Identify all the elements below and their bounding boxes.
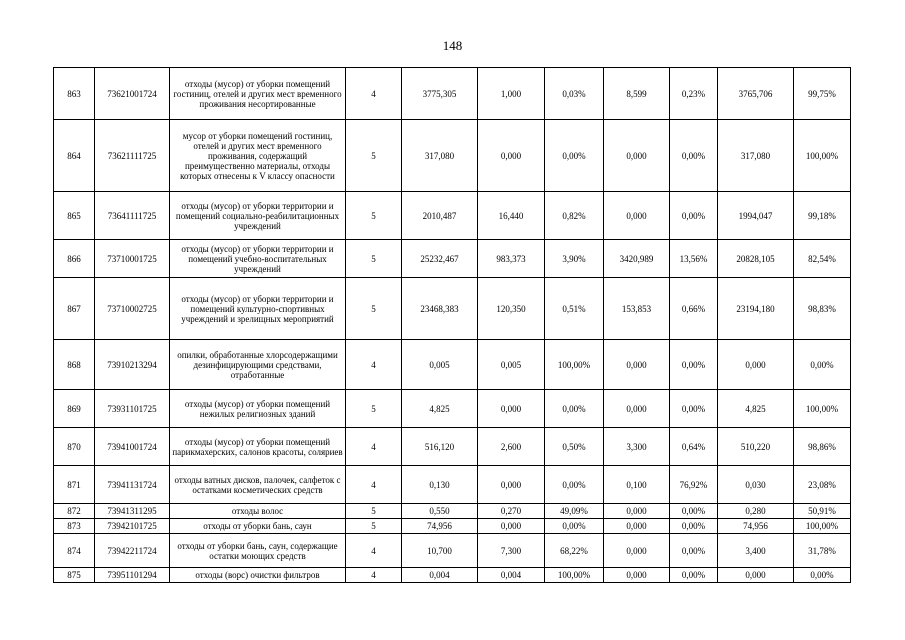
- row-number: 875: [54, 568, 95, 583]
- table-row: [54, 278, 851, 340]
- row-total: 4,825: [402, 390, 478, 428]
- row-number: 868: [54, 340, 95, 390]
- row-used-percent: 68,22%: [545, 534, 604, 568]
- row-neutralized: 0,000: [604, 534, 670, 568]
- row-neutralized: 0,000: [604, 519, 670, 534]
- row-number: 871: [54, 466, 95, 504]
- row-used: 0,005: [478, 340, 545, 390]
- row-remaining: 20828,105: [718, 240, 794, 278]
- row-remaining-percent: 50,91%: [794, 504, 851, 519]
- row-number: 874: [54, 534, 95, 568]
- row-waste-name: отходы (ворс) очистки фильтров: [170, 568, 346, 583]
- row-code: 73941001724: [95, 428, 170, 466]
- row-hazard-class: 4: [346, 428, 402, 466]
- row-total: 2010,487: [402, 192, 478, 240]
- row-remaining: 0,000: [718, 568, 794, 583]
- row-neutralized-percent: 0,00%: [670, 519, 718, 534]
- row-used: 120,350: [478, 278, 545, 340]
- row-code: 73951101294: [95, 568, 170, 583]
- row-used: 1,000: [478, 68, 545, 120]
- row-remaining-percent: 100,00%: [794, 519, 851, 534]
- row-neutralized: 0,100: [604, 466, 670, 504]
- row-total: 25232,467: [402, 240, 478, 278]
- row-neutralized: 0,000: [604, 504, 670, 519]
- row-used-percent: 0,00%: [545, 519, 604, 534]
- row-total: 0,130: [402, 466, 478, 504]
- row-remaining: 23194,180: [718, 278, 794, 340]
- row-neutralized-percent: 0,00%: [670, 568, 718, 583]
- row-remaining-percent: 100,00%: [794, 390, 851, 428]
- row-remaining: 74,956: [718, 519, 794, 534]
- row-neutralized-percent: 0,23%: [670, 68, 718, 120]
- row-remaining: 0,280: [718, 504, 794, 519]
- row-code: 73942211724: [95, 534, 170, 568]
- row-number: 873: [54, 519, 95, 534]
- row-hazard-class: 4: [346, 68, 402, 120]
- row-hazard-class: 5: [346, 278, 402, 340]
- row-number: 872: [54, 504, 95, 519]
- row-neutralized-percent: 0,00%: [670, 120, 718, 192]
- row-total: 23468,383: [402, 278, 478, 340]
- row-number: 863: [54, 68, 95, 120]
- row-used: 2,600: [478, 428, 545, 466]
- row-total: 516,120: [402, 428, 478, 466]
- row-code: 73641111725: [95, 192, 170, 240]
- row-used-percent: 0,82%: [545, 192, 604, 240]
- row-used-percent: 100,00%: [545, 568, 604, 583]
- row-remaining: 3,400: [718, 534, 794, 568]
- row-used: 0,004: [478, 568, 545, 583]
- row-remaining-percent: 0,00%: [794, 340, 851, 390]
- row-remaining-percent: 0,00%: [794, 568, 851, 583]
- table-row: [54, 192, 851, 240]
- table-row: [54, 240, 851, 278]
- row-used: 0,000: [478, 120, 545, 192]
- row-hazard-class: 5: [346, 390, 402, 428]
- row-hazard-class: 4: [346, 534, 402, 568]
- row-neutralized: 3,300: [604, 428, 670, 466]
- row-used-percent: 0,03%: [545, 68, 604, 120]
- row-used-percent: 0,00%: [545, 466, 604, 504]
- row-neutralized-percent: 0,64%: [670, 428, 718, 466]
- row-code: 73942101725: [95, 519, 170, 534]
- row-waste-name: отходы ватных дисков, палочек, салфеток с остатками косметических средств: [170, 466, 346, 504]
- row-remaining-percent: 100,00%: [794, 120, 851, 192]
- row-used-percent: 0,51%: [545, 278, 604, 340]
- row-waste-name: отходы (мусор) от уборки территории и помещений учебно-воспитательных учреждений: [170, 240, 346, 278]
- row-used: 16,440: [478, 192, 545, 240]
- row-waste-name: опилки, обработанные хлорсодержащими дезинфицирующими средствами, отработанные: [170, 340, 346, 390]
- table-row: [54, 534, 851, 568]
- row-number: 865: [54, 192, 95, 240]
- row-number: 869: [54, 390, 95, 428]
- row-code: 73910213294: [95, 340, 170, 390]
- row-remaining: 4,825: [718, 390, 794, 428]
- table-row: [54, 466, 851, 504]
- row-hazard-class: 4: [346, 568, 402, 583]
- row-neutralized: 0,000: [604, 192, 670, 240]
- row-remaining: 3765,706: [718, 68, 794, 120]
- row-neutralized: 0,000: [604, 390, 670, 428]
- row-used: 983,373: [478, 240, 545, 278]
- row-code: 73710002725: [95, 278, 170, 340]
- row-hazard-class: 4: [346, 466, 402, 504]
- row-remaining-percent: 23,08%: [794, 466, 851, 504]
- row-neutralized-percent: 76,92%: [670, 466, 718, 504]
- table-row: [54, 390, 851, 428]
- row-remaining-percent: 31,78%: [794, 534, 851, 568]
- row-hazard-class: 5: [346, 240, 402, 278]
- row-remaining-percent: 98,83%: [794, 278, 851, 340]
- row-neutralized-percent: 0,66%: [670, 278, 718, 340]
- table-row: [54, 568, 851, 583]
- row-remaining-percent: 99,75%: [794, 68, 851, 120]
- row-code: 73621111725: [95, 120, 170, 192]
- row-used-percent: 0,00%: [545, 390, 604, 428]
- row-hazard-class: 5: [346, 120, 402, 192]
- row-remaining: 510,220: [718, 428, 794, 466]
- row-neutralized-percent: 0,00%: [670, 340, 718, 390]
- row-neutralized: 8,599: [604, 68, 670, 120]
- row-used-percent: 0,50%: [545, 428, 604, 466]
- table-row: [54, 340, 851, 390]
- page-number: 148: [442, 38, 463, 53]
- row-remaining-percent: 99,18%: [794, 192, 851, 240]
- row-total: 10,700: [402, 534, 478, 568]
- table-body: [54, 68, 851, 583]
- row-number: 870: [54, 428, 95, 466]
- row-remaining-percent: 98,86%: [794, 428, 851, 466]
- row-waste-name: отходы (мусор) от уборки территории и помещений культурно-спортивных учреждений и зрелищных мероприятий: [170, 278, 346, 340]
- row-neutralized: 0,000: [604, 568, 670, 583]
- row-waste-name: отходы от уборки бань, саун, содержащие остатки моющих средств: [170, 534, 346, 568]
- row-neutralized: 0,000: [604, 340, 670, 390]
- row-used-percent: 49,09%: [545, 504, 604, 519]
- table-row: [54, 428, 851, 466]
- row-used-percent: 100,00%: [545, 340, 604, 390]
- row-remaining: 0,030: [718, 466, 794, 504]
- row-used: 0,000: [478, 390, 545, 428]
- table-row: [54, 68, 851, 120]
- table-row: [54, 519, 851, 534]
- row-neutralized-percent: 0,00%: [670, 534, 718, 568]
- row-hazard-class: 5: [346, 519, 402, 534]
- row-total: 3775,305: [402, 68, 478, 120]
- row-waste-name: отходы (мусор) от уборки помещений парикмахерских, салонов красоты, соляриев: [170, 428, 346, 466]
- row-used-percent: 0,00%: [545, 120, 604, 192]
- row-code: 73621001724: [95, 68, 170, 120]
- row-neutralized: 3420,989: [604, 240, 670, 278]
- row-remaining-percent: 82,54%: [794, 240, 851, 278]
- row-total: 74,956: [402, 519, 478, 534]
- row-used-percent: 3,90%: [545, 240, 604, 278]
- row-used: 0,000: [478, 519, 545, 534]
- row-used: 0,000: [478, 466, 545, 504]
- row-neutralized-percent: 0,00%: [670, 390, 718, 428]
- row-total: 0,004: [402, 568, 478, 583]
- row-code: 73710001725: [95, 240, 170, 278]
- row-code: 73931101725: [95, 390, 170, 428]
- row-used: 0,270: [478, 504, 545, 519]
- row-number: 864: [54, 120, 95, 192]
- row-hazard-class: 5: [346, 192, 402, 240]
- row-code: 73941131724: [95, 466, 170, 504]
- row-total: 0,005: [402, 340, 478, 390]
- row-waste-name: мусор от уборки помещений гостиниц, отелей и других мест временного проживания, содержащий преимущественно материалы, отходы которых отнесены к V классу опасности: [170, 120, 346, 192]
- row-used: 7,300: [478, 534, 545, 568]
- row-waste-name: отходы (мусор) от уборки помещений нежилых религиозных зданий: [170, 390, 346, 428]
- table-row: [54, 120, 851, 192]
- waste-table: [53, 67, 851, 583]
- row-neutralized-percent: 0,00%: [670, 192, 718, 240]
- row-neutralized: 0,000: [604, 120, 670, 192]
- row-waste-name: отходы (мусор) от уборки территории и помещений социально-реабилитационных учреждений: [170, 192, 346, 240]
- table-row: [54, 504, 851, 519]
- row-neutralized-percent: 0,00%: [670, 504, 718, 519]
- row-total: 0,550: [402, 504, 478, 519]
- row-number: 866: [54, 240, 95, 278]
- row-neutralized: 153,853: [604, 278, 670, 340]
- row-number: 867: [54, 278, 95, 340]
- row-neutralized-percent: 13,56%: [670, 240, 718, 278]
- row-code: 73941311295: [95, 504, 170, 519]
- row-hazard-class: 5: [346, 504, 402, 519]
- row-hazard-class: 4: [346, 340, 402, 390]
- row-total: 317,080: [402, 120, 478, 192]
- row-remaining: 1994,047: [718, 192, 794, 240]
- row-remaining: 317,080: [718, 120, 794, 192]
- row-waste-name: отходы от уборки бань, саун: [170, 519, 346, 534]
- row-waste-name: отходы волос: [170, 504, 346, 519]
- row-waste-name: отходы (мусор) от уборки помещений гостиниц, отелей и других мест временного проживания несортированные: [170, 68, 346, 120]
- row-remaining: 0,000: [718, 340, 794, 390]
